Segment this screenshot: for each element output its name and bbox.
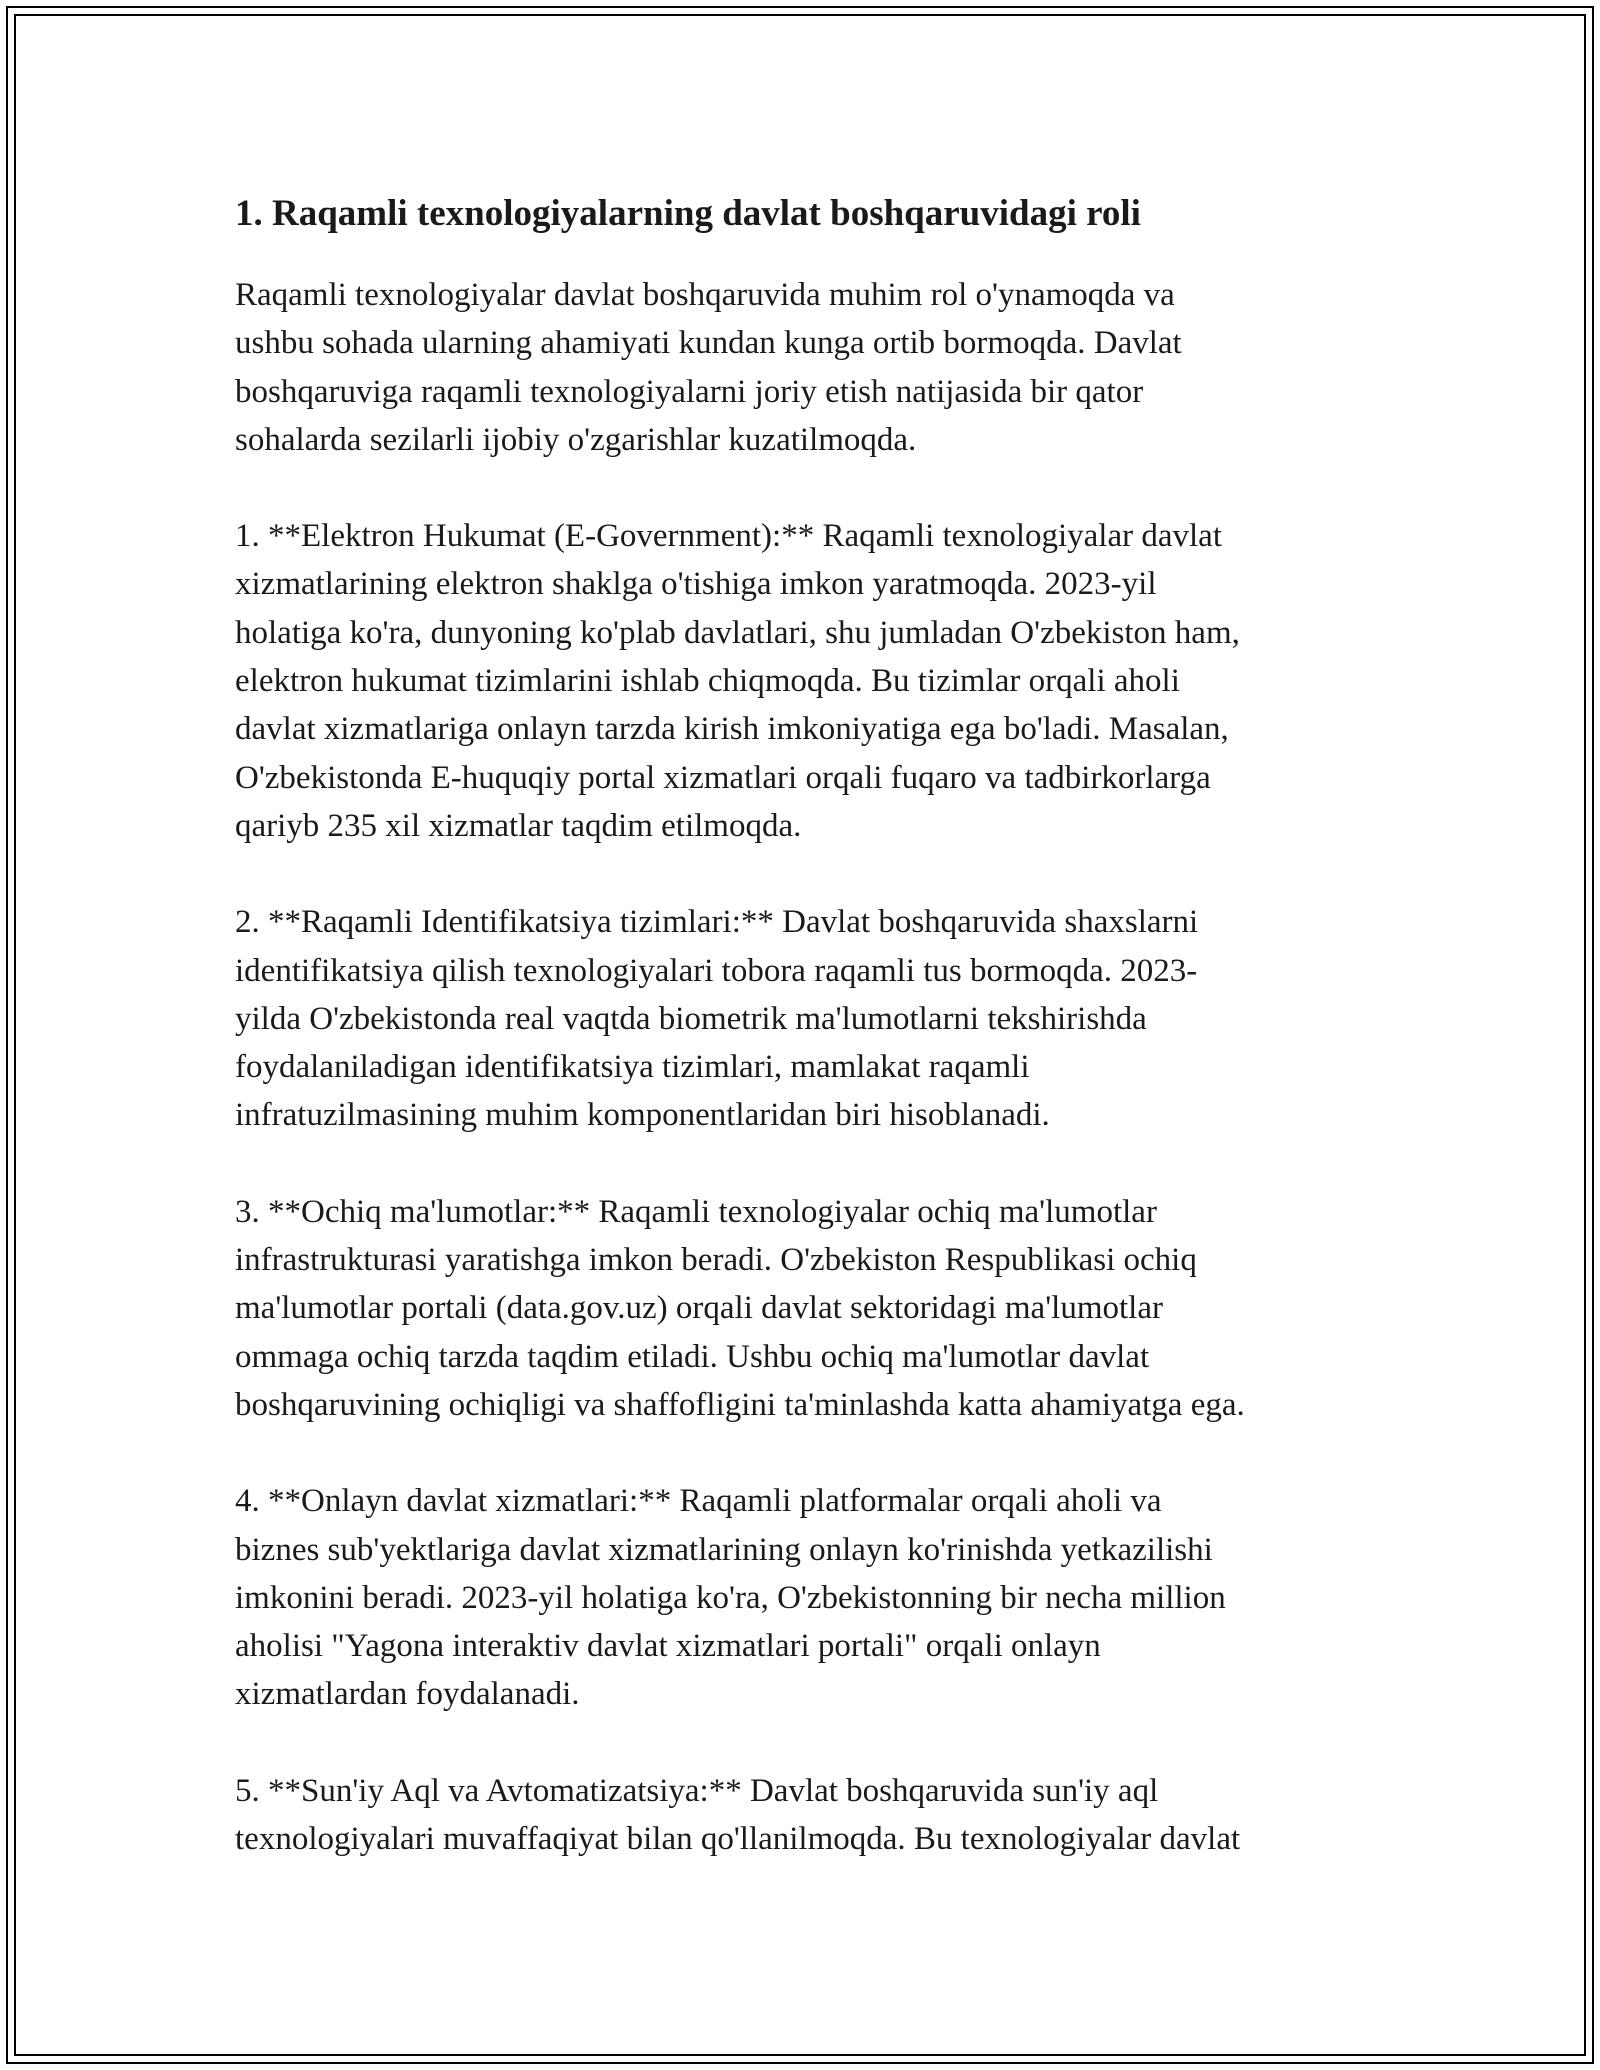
list-item-paragraph	[235, 1767, 1385, 1864]
text-line: Raqamli texnologiyalar davlat boshqaruvida muhim rol o'ynamoqda va	[235, 277, 1175, 313]
text-line: foydalaniladigan identifikatsiya tizimlari, mamlakat raqamli	[235, 1049, 1030, 1086]
text-line: texnologiyalari muvaffaqiyat bilan qo'llanilmoqda. Bu texnologiyalar davlat	[235, 1821, 1241, 1858]
text-line: elektron hukumat tizimlarini ishlab chiqmoqda. Bu tizimlar orqali aholi	[235, 663, 1180, 700]
text-line: ommaga ochiq tarzda taqdim etiladi. Ushbu ochiq ma'lumotlar davlat	[235, 1338, 1150, 1375]
text-line: imkonini beradi. 2023-yil holatiga ko'ra, O'zbekistonning bir necha million	[235, 1579, 1226, 1616]
text-line: 4. **Onlayn davlat xizmatlari:** Raqamli platformalar orqali aholi va	[235, 1483, 1162, 1520]
list-item-paragraph	[235, 1477, 1385, 1718]
text-line: sohalarda sezilarli ijobiy o'zgarishlar kuzatilmoqda.	[235, 421, 917, 458]
text-line: infrastrukturasi yaratishga imkon beradi. O'zbekiston Respublikasi ochiq	[235, 1242, 1197, 1279]
text-line: boshqaruviga raqamli texnologiyalarni joriy etish natijasida bir qator	[235, 373, 1144, 410]
text-line: holatiga ko'ra, dunyoning ko'plab davlatlari, shu jumladan O'zbekiston ham,	[235, 614, 1240, 651]
text-line: ma'lumotlar portali (data.gov.uz) orqali davlat sektoridagi ma'lumotlar	[235, 1290, 1163, 1327]
document-body	[235, 185, 1385, 1911]
text-line: ushbu sohada ularning ahamiyati kundan kunga ortib bormoqda. Davlat	[235, 325, 1182, 362]
paragraph-list	[235, 271, 1385, 1863]
text-line: infratuzilmasining muhim komponentlaridan biri hisoblanadi.	[235, 1097, 1050, 1134]
text-line: qariyb 235 xil xizmatlar taqdim etilmoqda.	[235, 807, 802, 844]
text-line: 3. **Ochiq ma'lumotlar:** Raqamli texnologiyalar ochiq ma'lumotlar	[235, 1193, 1157, 1230]
page-title: 1. Raqamli texnologiyalarning davlat boshqaruvidagi roli	[235, 193, 1141, 234]
text-line: boshqaruvining ochiqligi va shaffofligini ta'minlashda katta ahamiyatga ega.	[235, 1386, 1245, 1423]
intro-paragraph	[235, 271, 1385, 464]
text-line: 5. **Sun'iy Aql va Avtomatizatsiya:** Davlat boshqaruvida sun'iy aql	[235, 1772, 1159, 1809]
list-item-paragraph	[235, 1188, 1385, 1429]
list-item-paragraph	[235, 512, 1385, 850]
text-line: xizmatlardan foydalanadi.	[235, 1676, 580, 1713]
text-line: 2. **Raqamli Identifikatsiya tizimlari:** Davlat boshqaruvida shaxslarni	[235, 904, 1199, 941]
text-line: davlat xizmatlariga onlayn tarzda kirish imkoniyatiga ega bo'ladi. Masalan,	[235, 711, 1229, 748]
list-item-paragraph	[235, 898, 1385, 1139]
text-line: biznes sub'yektlariga davlat xizmatlarining onlayn ko'rinishda yetkazilishi	[235, 1531, 1213, 1568]
text-line: aholisi "Yagona interaktiv davlat xizmatlari portali" orqali onlayn	[235, 1628, 1101, 1665]
text-line: O'zbekistonda E-huquqiy portal xizmatlari orqali fuqaro va tadbirkorlarga	[235, 759, 1211, 796]
text-line: identifikatsiya qilish texnologiyalari tobora raqamli tus bormoqda. 2023-	[235, 952, 1198, 989]
text-line: xizmatlarining elektron shaklga o'tishiga imkon yaratmoqda. 2023-yil	[235, 566, 1157, 603]
text-line: 1. **Elektron Hukumat (E-Government):** Raqamli texnologiyalar davlat	[235, 518, 1222, 555]
text-line: yilda O'zbekistonda real vaqtda biometrik ma'lumotlarni tekshirishda	[235, 1000, 1147, 1037]
